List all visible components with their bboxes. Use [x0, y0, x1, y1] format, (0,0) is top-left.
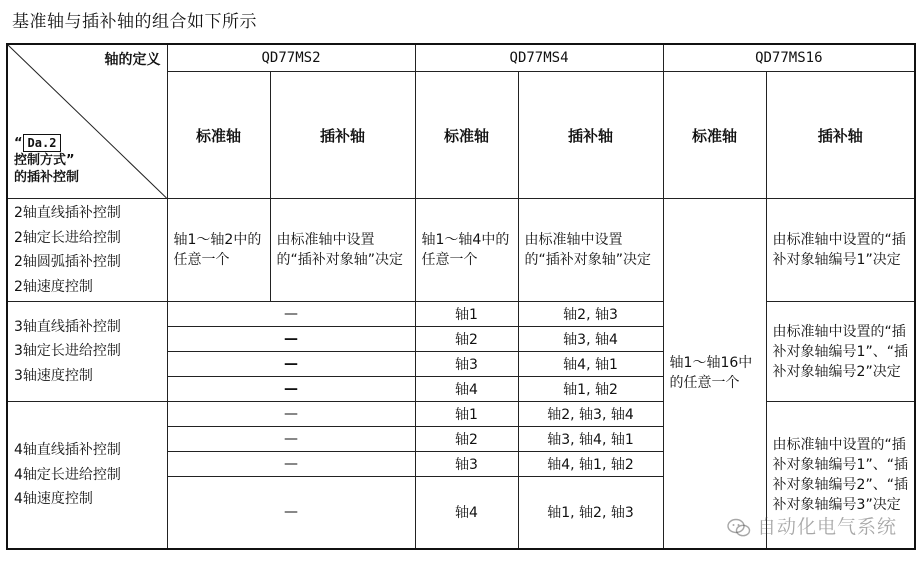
- ms4-ref-axis-header: 标准轴: [415, 72, 518, 199]
- wechat-icon: [727, 518, 751, 538]
- control-item: 3轴定长进给控制: [14, 343, 121, 360]
- control-mode-label: [14, 134, 79, 186]
- control-item: 2轴定长进给控制: [14, 229, 121, 246]
- control-mode-line1: 控制方式”: [14, 153, 75, 168]
- control-item: 3轴直线插补控制: [14, 318, 121, 335]
- ms2-3axis-row1: —: [167, 302, 415, 327]
- control-item: 4轴速度控制: [14, 491, 93, 507]
- ms2-4axis-row2: —: [167, 427, 415, 452]
- ms2-4axis-row3: —: [167, 452, 415, 477]
- ms4-3axis-ref-row1: 轴1: [415, 302, 518, 327]
- ms4-3axis-interp-row2: 轴3, 轴4: [518, 327, 663, 352]
- ms4-3axis-interp-row3: 轴4, 轴1: [518, 352, 663, 377]
- ms16-3axis-interp: 由标准轴中设置的“插补对象轴编号1”、“插补对象轴编号2”决定: [766, 302, 915, 402]
- ms16-ref-all: 轴1～轴16中的任意一个: [663, 199, 766, 549]
- control-item: 2轴圆弧插补控制: [14, 254, 121, 270]
- control-list-2axis: [7, 199, 167, 302]
- ms4-3axis-interp-row1: 轴2, 轴3: [518, 302, 663, 327]
- control-item: 3轴速度控制: [14, 367, 93, 384]
- model-header-qd77ms2: QD77MS2: [167, 44, 415, 72]
- ms4-4axis-interp-row4: 轴1, 轴2, 轴3: [518, 477, 663, 549]
- ms4-2axis-interp: 由标准轴中设置的“插补对象轴”决定: [518, 199, 663, 302]
- ms4-4axis-ref-row2: 轴2: [415, 427, 518, 452]
- ms2-4axis-row4: —: [167, 477, 415, 549]
- ms4-4axis-ref-row1: 轴1: [415, 402, 518, 427]
- axis-combination-table: [6, 43, 916, 550]
- ms4-3axis-ref-row3: 轴3: [415, 352, 518, 377]
- page-title: 基准轴与插补轴的组合如下所示: [12, 12, 257, 32]
- control-item: 4轴定长进给控制: [14, 466, 121, 483]
- control-list-3axis: [7, 302, 167, 402]
- ms2-2axis-interp: 由标准轴中设置的“插补对象轴”决定: [270, 199, 415, 302]
- control-list-4axis: [7, 402, 167, 549]
- ms4-interp-axis-header: 插补轴: [518, 72, 663, 199]
- ms2-3axis-row4: —: [167, 377, 415, 402]
- axis-definition-label: 轴的定义: [104, 52, 161, 68]
- ms4-3axis-ref-row4: 轴4: [415, 377, 518, 402]
- ms4-3axis-interp-row4: 轴1, 轴2: [518, 377, 663, 402]
- ms4-4axis-interp-row1: 轴2, 轴3, 轴4: [518, 402, 663, 427]
- ms16-4axis-interp: 由标准轴中设置的“插补对象轴编号1”、“插补对象轴编号2”、“插补对象轴编号3”决定: [766, 402, 915, 549]
- ms16-2axis-interp: 由标准轴中设置的“插补对象轴编号1”决定: [766, 199, 915, 302]
- control-item: 2轴速度控制: [14, 278, 93, 295]
- model-header-qd77ms16: QD77MS16: [663, 44, 915, 72]
- ms2-3axis-row2: —: [167, 327, 415, 352]
- control-item: 2轴直线插补控制: [14, 205, 121, 221]
- ms4-4axis-interp-row3: 轴4, 轴1, 轴2: [518, 452, 663, 477]
- ms2-interp-axis-header: 插补轴: [270, 72, 415, 199]
- ms2-4axis-row1: —: [167, 402, 415, 427]
- ms16-ref-axis-header: 标准轴: [663, 72, 766, 199]
- da2-parameter-box: Da.2: [23, 134, 62, 152]
- ms2-3axis-row3: —: [167, 352, 415, 377]
- ms16-interp-axis-header: 插补轴: [766, 72, 915, 199]
- ms2-2axis-ref: 轴1～轴2中的任意一个: [167, 199, 270, 302]
- ms2-ref-axis-header: 标准轴: [167, 72, 270, 199]
- ms4-4axis-ref-row4: 轴4: [415, 477, 518, 549]
- ms4-4axis-interp-row2: 轴3, 轴4, 轴1: [518, 427, 663, 452]
- ms4-4axis-ref-row3: 轴3: [415, 452, 518, 477]
- ms4-2axis-ref: 轴1～轴4中的任意一个: [415, 199, 518, 302]
- control-item: 4轴直线插补控制: [14, 442, 121, 458]
- control-mode-line2: 的插补控制: [14, 170, 80, 185]
- quote-open: “: [14, 136, 23, 151]
- watermark: [727, 512, 897, 539]
- model-header-qd77ms4: QD77MS4: [415, 44, 663, 72]
- watermark-text: 自动化电气系统: [756, 516, 897, 538]
- ms4-3axis-ref-row2: 轴2: [415, 327, 518, 352]
- corner-header-cell: [7, 44, 167, 199]
